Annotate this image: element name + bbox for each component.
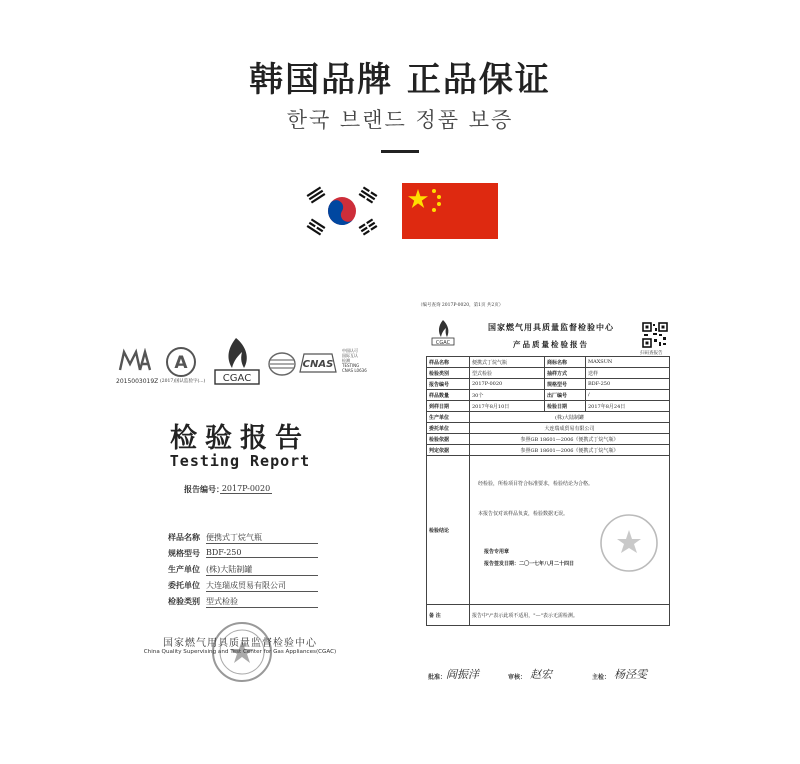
table-cell: 判定依据 <box>427 445 470 456</box>
field-label: 样品名称 <box>168 532 200 542</box>
table-cell: 样品名称 <box>427 357 470 368</box>
table-cell: 检验依据 <box>427 434 470 445</box>
conclusion-line: 本报告仅对该样品负责，检验数据无误。 <box>478 511 569 517</box>
report-title: 产品质量检验报告 <box>513 340 589 349</box>
china-flag-icon <box>402 183 498 239</box>
table-cell: 便携式丁烷气瓶 <box>470 357 545 368</box>
cgac-logo-icon <box>212 334 262 386</box>
field-label: 委托单位 <box>168 580 200 590</box>
cert-title-en: Testing Report <box>169 452 311 470</box>
svg-text:CNAS: CNAS <box>302 359 334 370</box>
cal-number: (2017)国认监验字(...) <box>160 379 206 384</box>
table-cell: 检验日期 <box>545 401 586 412</box>
conclusion-cell <box>470 456 670 605</box>
cma-logo-icon <box>118 348 152 374</box>
table-row <box>427 445 670 456</box>
table-cell: 商标名称 <box>545 357 586 368</box>
approve-signature: 阎振洋 <box>446 668 479 681</box>
svg-text:CGAC: CGAC <box>435 340 451 346</box>
cal-logo-icon <box>165 346 197 378</box>
table-cell: 2017年8月24日 <box>586 401 670 412</box>
table-cell: 规格型号 <box>545 379 586 390</box>
table-cell: 样品数量 <box>427 390 470 401</box>
page-subtitle: 한국 브랜드 정품 보증 <box>286 108 514 132</box>
table-row <box>427 423 670 434</box>
table-row <box>427 456 670 605</box>
table-cell: (株)大陆制罐 <box>470 412 670 423</box>
cnas-logo-icon <box>298 350 338 376</box>
table-row <box>427 401 670 412</box>
title-divider <box>381 150 419 153</box>
table-cell: 委托单位 <box>427 423 470 434</box>
table-cell: 2017P-0020 <box>470 379 545 390</box>
table-cell: 报告编号 <box>427 379 470 390</box>
report-seal-icon <box>598 512 660 574</box>
table-cell: BDF-250 <box>586 379 670 390</box>
review-signature: 赵宏 <box>530 668 552 681</box>
table-cell: 生产单位 <box>427 412 470 423</box>
field-value: 便携式丁烷气瓶 <box>206 532 318 544</box>
field-value: 型式检验 <box>206 596 318 608</box>
table-cell: 参照GB 18601—2006《便携式丁烷气瓶》 <box>470 445 670 456</box>
table-cell: MAXSUN <box>586 357 670 368</box>
qr-code-icon <box>642 322 668 348</box>
inspector-label: 主检： <box>592 674 611 681</box>
approve-label: 批准： <box>428 674 447 681</box>
field-label: 检验类别 <box>168 596 200 606</box>
cgac-small-logo-icon <box>430 318 456 346</box>
table-cell: 检验类别 <box>427 368 470 379</box>
table-cell: 出厂编号 <box>545 390 586 401</box>
table-cell: 抽样方式 <box>545 368 586 379</box>
table-row <box>427 357 670 368</box>
table-row <box>427 390 670 401</box>
table-row <box>427 368 670 379</box>
page-title: 韩国品牌 正品保证 <box>249 60 551 100</box>
conclusion-line: 报告签发日期：二〇一七年八月二十四日 <box>484 561 575 567</box>
svg-text:CGAC: CGAC <box>222 373 252 384</box>
review-label: 审核： <box>508 674 527 681</box>
org-name-cn: 国家燃气用具质量监督检验中心 <box>163 638 317 649</box>
conclusion-line: 报告专用章 <box>484 549 510 555</box>
ilac-mra-logo-icon <box>268 352 296 376</box>
table-cell: 送样 <box>586 368 670 379</box>
cert-title: 检验报告 <box>170 423 310 454</box>
cnas-caption: 中国认可 国际互认 检测 TESTING CNAS L0636 <box>342 348 367 373</box>
report-table <box>426 356 670 626</box>
table-cell: 30个 <box>470 390 545 401</box>
conclusion-line: 经检验，所检项目符合标准要求，检验结论为合格。 <box>478 481 594 487</box>
table-cell: 报告中"/"表示此项不适用，"—"表示无需检测。 <box>470 605 670 626</box>
table-row <box>427 434 670 445</box>
table-row <box>427 379 670 390</box>
cma-number: 2015003019Z <box>116 378 159 385</box>
report-no-value: 2017P-0020 <box>221 484 271 493</box>
report-no-label: 报告编号： <box>184 484 224 494</box>
field-value: BDF-250 <box>206 548 318 558</box>
field-value: 大连瑞成贸易有限公司 <box>206 580 318 592</box>
table-cell: 参照GB 18601—2006《便携式丁烷气瓶》 <box>470 434 670 445</box>
table-cell: 检验结论 <box>427 456 470 605</box>
table-cell: 到样日期 <box>427 401 470 412</box>
table-cell: 备 注 <box>427 605 470 626</box>
field-label: 规格型号 <box>168 548 200 558</box>
table-cell: 型式检验 <box>470 368 545 379</box>
table-row <box>427 412 670 423</box>
table-cell: / <box>586 390 670 401</box>
report-org-title: 国家燃气用具质量监督检验中心 <box>488 322 614 332</box>
qr-caption: 扫码查报告 <box>640 351 663 356</box>
korea-flag-icon <box>302 183 382 239</box>
org-name-en: China Quality Supervising and Test Center for Gas Appliances(CGAC) <box>143 649 337 655</box>
table-cell: 大连瑞成贸易有限公司 <box>470 423 670 434</box>
field-value: (株)大陆制罐 <box>206 564 318 576</box>
svg-text:A: A <box>174 353 188 373</box>
report-top-note: （编号查询 2017P-0020，第1页 共2页） <box>418 303 504 308</box>
inspector-signature: 杨泾雯 <box>614 668 647 681</box>
table-row <box>427 605 670 626</box>
field-label: 生产单位 <box>168 564 200 574</box>
table-cell: 2017年8月10日 <box>470 401 545 412</box>
